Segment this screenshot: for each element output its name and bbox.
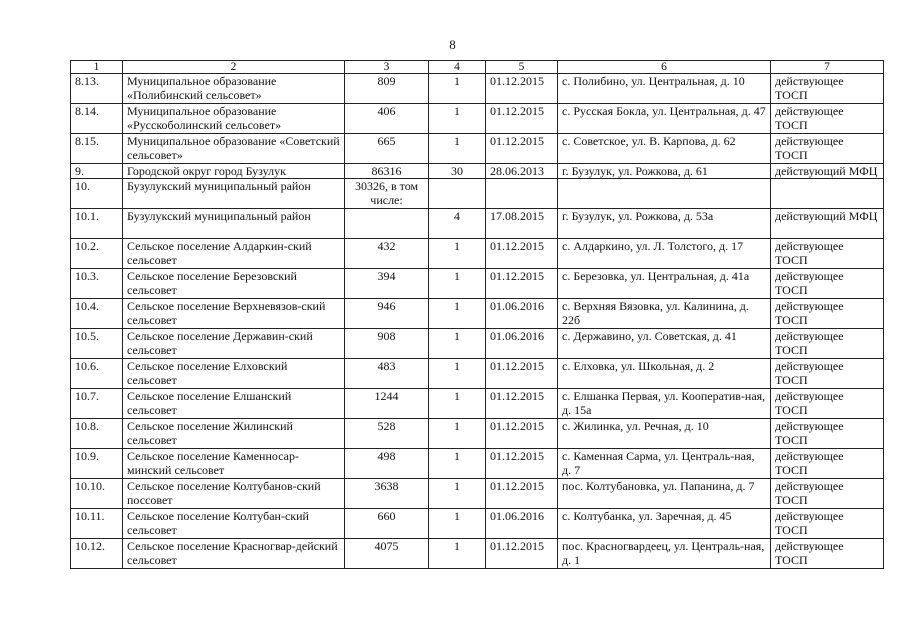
row-date: 01.12.2015 <box>486 134 558 164</box>
row-name: Муниципальное образование «Русскоболинский сельсовет» <box>123 104 345 134</box>
row-date: 01.06.2016 <box>486 329 558 359</box>
table-row <box>71 269 884 299</box>
row-points <box>429 179 486 209</box>
row-number: 10.5. <box>71 329 123 359</box>
row-count: 483 <box>345 359 429 389</box>
table-row <box>71 389 884 419</box>
row-count: 908 <box>345 329 429 359</box>
row-name: Сельское поселение Верхневязов-ский сельсовет <box>123 299 345 329</box>
row-points: 1 <box>429 449 486 479</box>
row-number: 10.3. <box>71 269 123 299</box>
row-date: 01.12.2015 <box>486 104 558 134</box>
row-number: 10.7. <box>71 389 123 419</box>
row-name: Бузулукский муниципальный район <box>123 209 345 239</box>
row-points: 4 <box>429 209 486 239</box>
table-row <box>71 134 884 164</box>
row-date: 28.06.2013 <box>486 164 558 179</box>
row-count: 86316 <box>345 164 429 179</box>
column-header: 3 <box>345 61 429 74</box>
table-row <box>71 359 884 389</box>
row-address: пос. Красногвардеец, ул. Централь-ная, д. 1 <box>558 539 771 569</box>
row-date: 01.12.2015 <box>486 389 558 419</box>
row-points: 1 <box>429 329 486 359</box>
row-status: действующее ТОСП <box>771 269 884 299</box>
row-points: 1 <box>429 479 486 509</box>
row-points: 1 <box>429 359 486 389</box>
row-count <box>345 209 429 239</box>
row-number: 8.14. <box>71 104 123 134</box>
row-count: 665 <box>345 134 429 164</box>
table-row <box>71 209 884 239</box>
row-status: действующее ТОСП <box>771 509 884 539</box>
row-status: действующее ТОСП <box>771 419 884 449</box>
row-address: с. Елшанка Первая, ул. Кооператив-ная, д. 15а <box>558 389 771 419</box>
table-row <box>71 539 884 569</box>
row-date: 01.12.2015 <box>486 359 558 389</box>
row-count: 809 <box>345 74 429 104</box>
column-header: 6 <box>558 61 771 74</box>
table-header-row <box>71 61 884 74</box>
row-status: действующее ТОСП <box>771 479 884 509</box>
row-points: 1 <box>429 509 486 539</box>
row-address <box>558 179 771 209</box>
row-name: Муниципальное образование «Советский сельсовет» <box>123 134 345 164</box>
row-count: 432 <box>345 239 429 269</box>
row-points: 1 <box>429 74 486 104</box>
row-date: 01.12.2015 <box>486 479 558 509</box>
row-number: 8.15. <box>71 134 123 164</box>
row-name: Сельское поселение Елховский сельсовет <box>123 359 345 389</box>
row-status: действующий МФЦ <box>771 164 884 179</box>
row-points: 1 <box>429 269 486 299</box>
row-points: 1 <box>429 419 486 449</box>
row-address: с. Алдаркино, ул. Л. Толстого, д. 17 <box>558 239 771 269</box>
row-number: 10.11. <box>71 509 123 539</box>
data-table <box>70 60 884 569</box>
row-count: 660 <box>345 509 429 539</box>
row-name: Сельское поселение Державин-ский сельсовет <box>123 329 345 359</box>
row-date: 01.06.2016 <box>486 299 558 329</box>
page-number: 8 <box>449 37 456 52</box>
row-number: 9. <box>71 164 123 179</box>
row-count: 30326, в том числе: <box>345 179 429 209</box>
row-name: Сельское поселение Красногвар-дейский сельсовет <box>123 539 345 569</box>
row-points: 1 <box>429 389 486 419</box>
column-header: 2 <box>123 61 345 74</box>
table-row <box>71 449 884 479</box>
table-row <box>71 239 884 269</box>
row-date: 17.08.2015 <box>486 209 558 239</box>
row-count: 3638 <box>345 479 429 509</box>
row-status: действующий МФЦ <box>771 209 884 239</box>
row-number: 10.1. <box>71 209 123 239</box>
row-address: с. Жилинка, ул. Речная, д. 10 <box>558 419 771 449</box>
row-address: с. Елховка, ул. Школьная, д. 2 <box>558 359 771 389</box>
row-status: действующее ТОСП <box>771 239 884 269</box>
row-status: действующее ТОСП <box>771 449 884 479</box>
row-count: 528 <box>345 419 429 449</box>
table-body <box>71 74 884 569</box>
row-number: 10.8. <box>71 419 123 449</box>
row-count: 394 <box>345 269 429 299</box>
row-status: действующее ТОСП <box>771 299 884 329</box>
row-number: 8.13. <box>71 74 123 104</box>
row-name: Сельское поселение Каменносар-минский сельсовет <box>123 449 345 479</box>
row-name: Бузулукский муниципальный район <box>123 179 345 209</box>
row-date: 01.06.2016 <box>486 509 558 539</box>
row-points: 1 <box>429 239 486 269</box>
row-status: действующее ТОСП <box>771 329 884 359</box>
column-header: 5 <box>486 61 558 74</box>
row-points: 30 <box>429 164 486 179</box>
row-points: 1 <box>429 104 486 134</box>
row-name: Муниципальное образование «Полибинский сельсовет» <box>123 74 345 104</box>
row-address: с. Каменная Сарма, ул. Централь-ная, д. 7 <box>558 449 771 479</box>
row-address: г. Бузулук, ул. Рожкова, д. 53а <box>558 209 771 239</box>
column-header: 4 <box>429 61 486 74</box>
row-status: действующее ТОСП <box>771 389 884 419</box>
row-status: действующее ТОСП <box>771 104 884 134</box>
column-header: 7 <box>771 61 884 74</box>
table-row <box>71 509 884 539</box>
table-row <box>71 74 884 104</box>
row-name: Сельское поселение Алдаркин-ский сельсовет <box>123 239 345 269</box>
row-status: действующее ТОСП <box>771 359 884 389</box>
row-address: с. Полибино, ул. Центральная, д. 10 <box>558 74 771 104</box>
row-number: 10. <box>71 179 123 209</box>
row-count: 946 <box>345 299 429 329</box>
row-date <box>486 179 558 209</box>
row-status: действующее ТОСП <box>771 74 884 104</box>
row-address: с. Русская Бокла, ул. Центральная, д. 47 <box>558 104 771 134</box>
row-name: Сельское поселение Жилинский сельсовет <box>123 419 345 449</box>
row-name: Сельское поселение Колтубан-ский сельсовет <box>123 509 345 539</box>
row-name: Сельское поселение Березовский сельсовет <box>123 269 345 299</box>
row-date: 01.12.2015 <box>486 74 558 104</box>
row-name: Сельское поселение Колтубанов-ский поссовет <box>123 479 345 509</box>
row-points: 1 <box>429 299 486 329</box>
table-row <box>71 329 884 359</box>
row-points: 1 <box>429 539 486 569</box>
row-name: Городской округ город Бузулук <box>123 164 345 179</box>
row-count: 406 <box>345 104 429 134</box>
table-row <box>71 104 884 134</box>
row-address: с. Верхняя Вязовка, ул. Калинина, д. 22б <box>558 299 771 329</box>
row-name: Сельское поселение Елшанский сельсовет <box>123 389 345 419</box>
column-header: 1 <box>71 61 123 74</box>
row-count: 4075 <box>345 539 429 569</box>
table-row <box>71 479 884 509</box>
row-number: 10.2. <box>71 239 123 269</box>
row-number: 10.4. <box>71 299 123 329</box>
row-address: с. Березовка, ул. Центральная, д. 41а <box>558 269 771 299</box>
row-address: с. Державино, ул. Советская, д. 41 <box>558 329 771 359</box>
row-count: 498 <box>345 449 429 479</box>
row-date: 01.12.2015 <box>486 419 558 449</box>
row-number: 10.10. <box>71 479 123 509</box>
table-row <box>71 419 884 449</box>
row-number: 10.6. <box>71 359 123 389</box>
row-address: г. Бузулук, ул. Рожкова, д. 61 <box>558 164 771 179</box>
row-date: 01.12.2015 <box>486 539 558 569</box>
row-address: с. Колтубанка, ул. Заречная, д. 45 <box>558 509 771 539</box>
row-status: действующее ТОСП <box>771 134 884 164</box>
row-count: 1244 <box>345 389 429 419</box>
table-row <box>71 179 884 209</box>
table-row <box>71 164 884 179</box>
table-row <box>71 299 884 329</box>
row-date: 01.12.2015 <box>486 239 558 269</box>
row-address: пос. Колтубановка, ул. Папанина, д. 7 <box>558 479 771 509</box>
row-date: 01.12.2015 <box>486 269 558 299</box>
row-number: 10.12. <box>71 539 123 569</box>
row-points: 1 <box>429 134 486 164</box>
row-status: действующее ТОСП <box>771 539 884 569</box>
row-address: с. Советское, ул. В. Карпова, д. 62 <box>558 134 771 164</box>
row-number: 10.9. <box>71 449 123 479</box>
row-date: 01.12.2015 <box>486 449 558 479</box>
row-status <box>771 179 884 209</box>
